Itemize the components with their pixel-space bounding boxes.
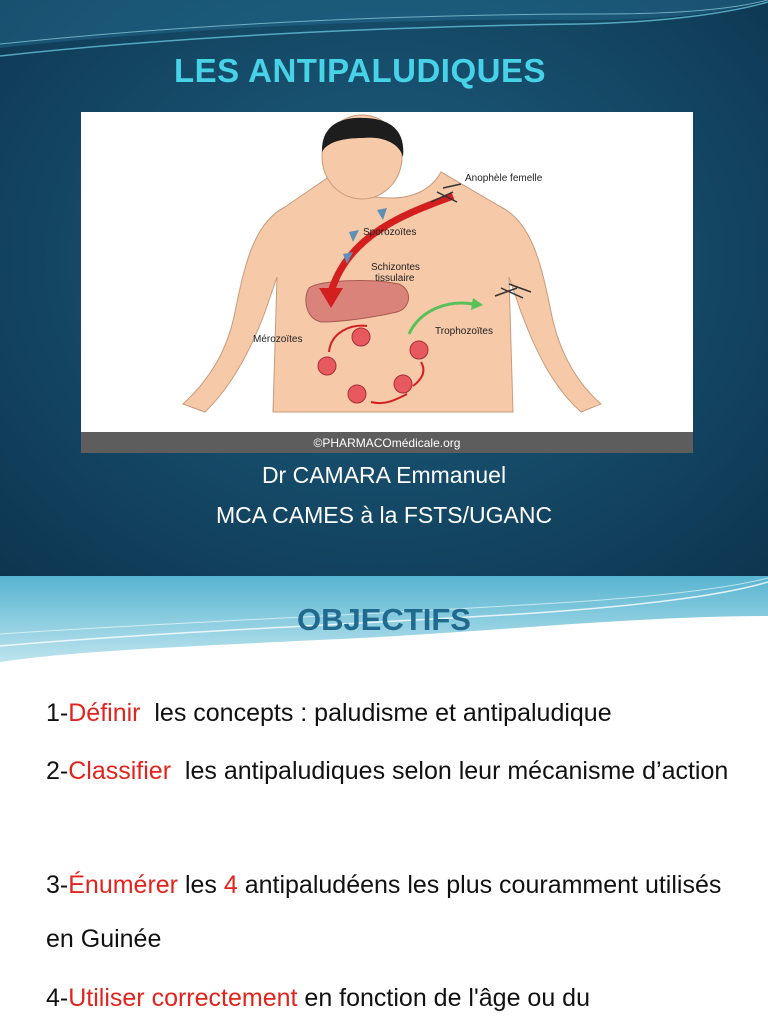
objective-number: 4-: [46, 984, 69, 1012]
objective-verb: Définir: [68, 699, 141, 727]
slide-title: OBJECTIFS: [297, 602, 471, 637]
objective-text: les: [178, 871, 224, 899]
objective-highlight-number: 4: [223, 871, 238, 899]
objective-verb: Énumérer: [68, 871, 178, 899]
label-sporozoites: Sporozoïtes: [363, 227, 417, 238]
malaria-lifecycle-figure: [81, 112, 693, 453]
label-anophele: Anophèle femelle: [465, 173, 543, 184]
objective-text: les concepts : paludisme et antipaludique: [140, 699, 612, 727]
image-credit: ©PHARMACOmédicale.org: [313, 436, 461, 450]
objective-number: 1-: [46, 699, 69, 727]
objective-2: [46, 744, 746, 798]
objective-1: [46, 686, 746, 740]
objective-text: les antipaludiques selon leur mécanisme d’action: [171, 757, 729, 785]
author-affiliation: MCA CAMES à la FSTS/UGANC: [215, 502, 553, 528]
objective-number: 3-: [46, 871, 69, 899]
label-schizontes-line-2: tissulaire: [375, 273, 415, 284]
label-schizontes-line-1: Schizontes: [371, 262, 420, 273]
objective-verb: Utiliser correctement: [68, 984, 298, 1012]
objective-3: [46, 858, 746, 966]
objective-verb: Classifier: [68, 757, 172, 785]
objective-text: en fonction de l'âge ou du: [297, 984, 590, 1012]
objective-number: 2-: [46, 757, 69, 785]
objectives-slide: [0, 576, 768, 1024]
objective-4: [46, 971, 746, 1024]
label-trophozoites: Trophozoïtes: [435, 326, 493, 337]
author-name: Dr CAMARA Emmanuel: [261, 462, 507, 488]
label-merozoites: Mérozoïtes: [253, 334, 303, 345]
slide-title: LES ANTIPALUDIQUES: [173, 52, 547, 89]
objective-text: antipaludéens les plus couramment utilisés en Guinée: [46, 871, 729, 953]
